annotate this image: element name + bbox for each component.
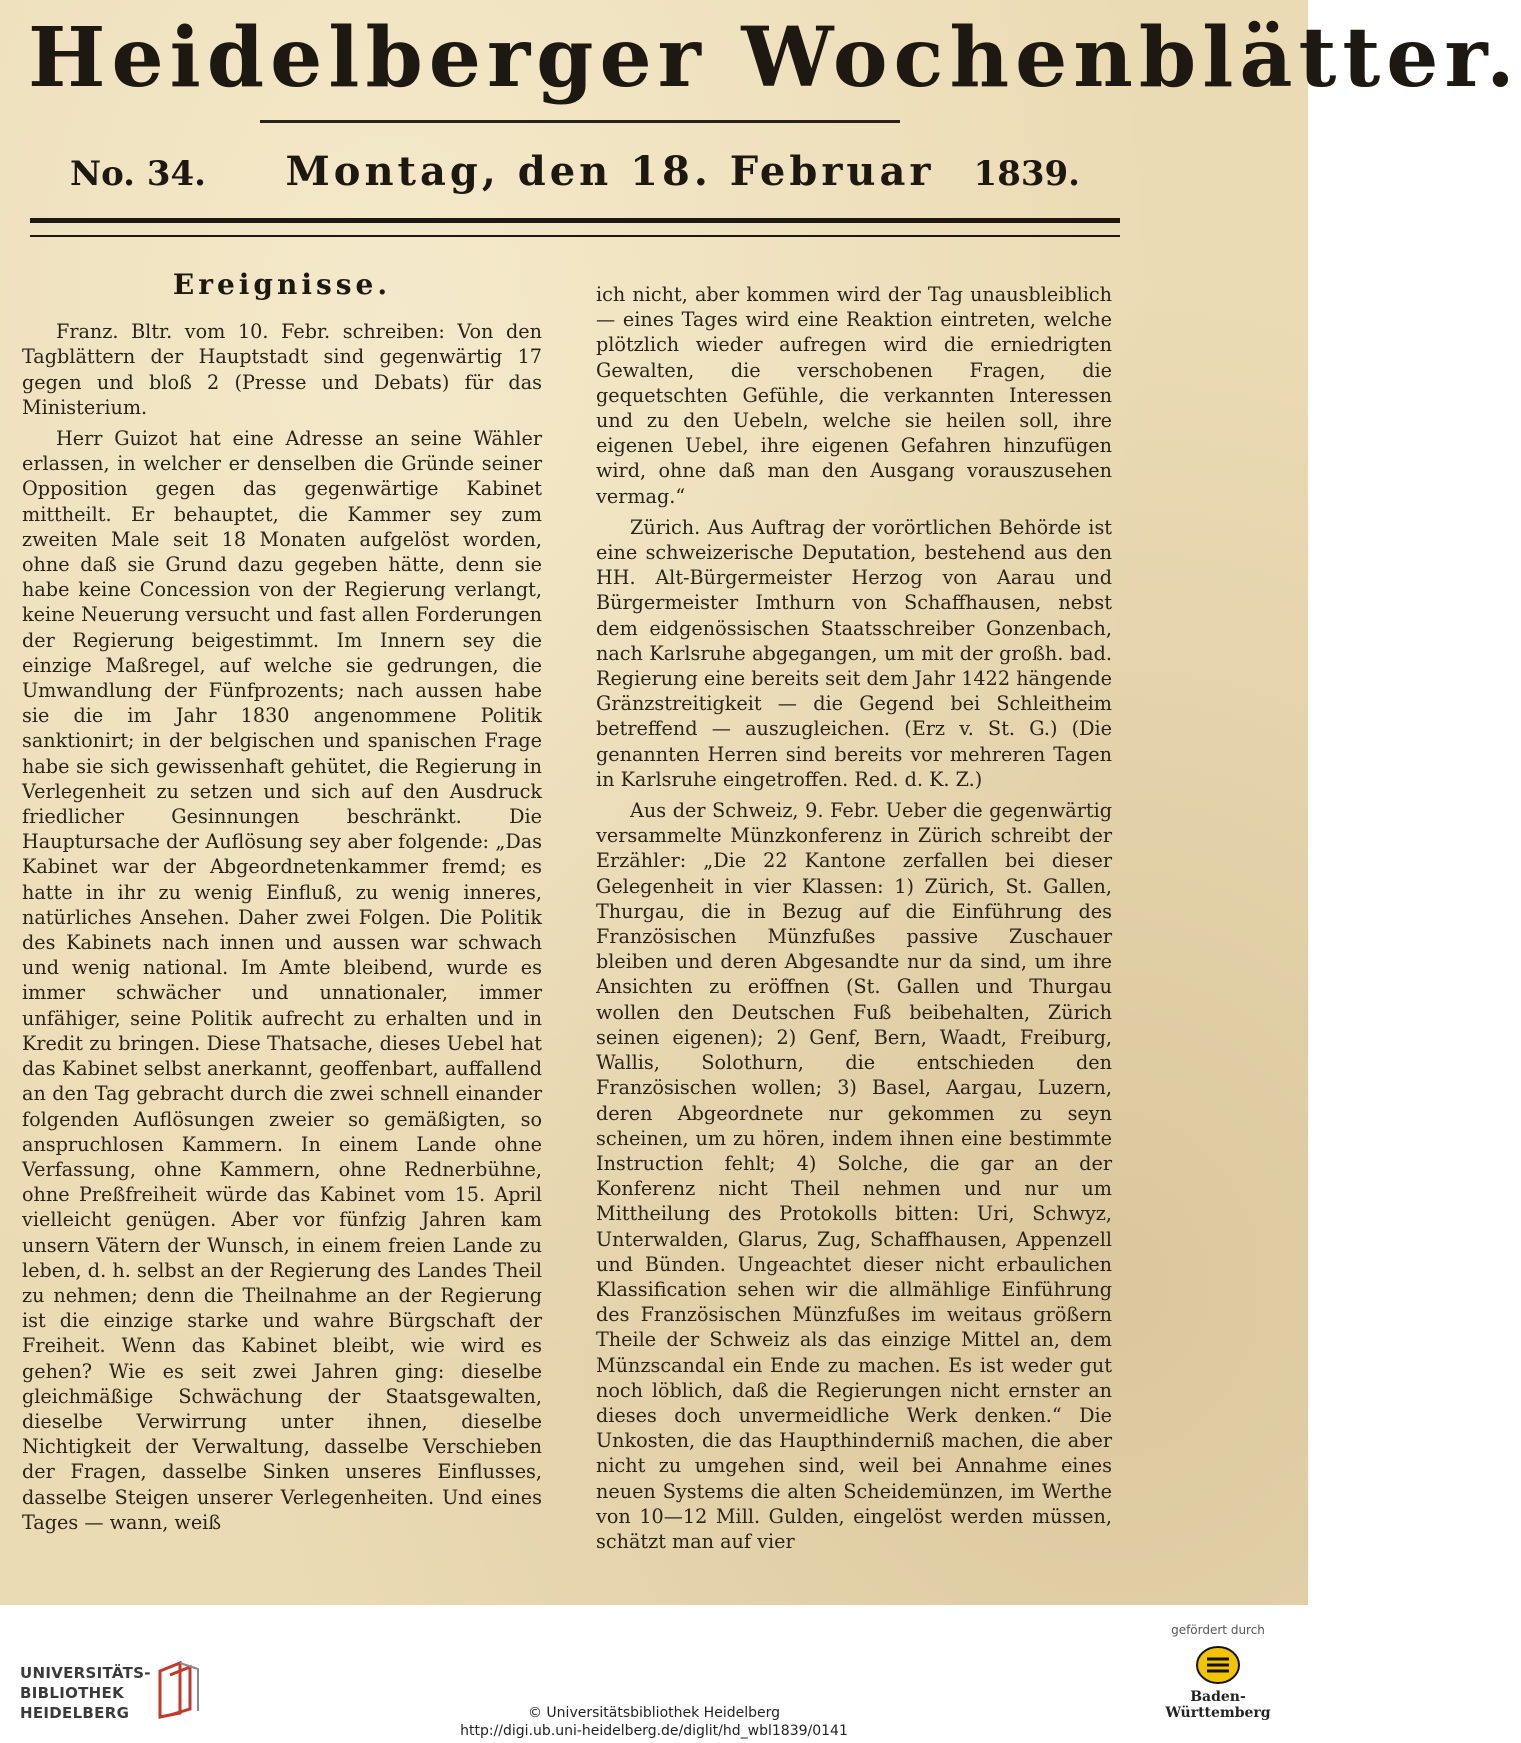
article-paragraph: Franz. Bltr. vom 10. Febr. schreiben: Von den Tagblättern der Hauptstadt sind gegenwärtig 17 gegen und bloß 2 (Presse und Debats) für das Ministerium. — [22, 320, 542, 419]
issue-number: No. 34. — [70, 154, 206, 194]
section-heading: Ereignisse. — [172, 268, 392, 301]
issue-date: Montag, den 18. Februar — [285, 148, 935, 195]
article-paragraph: Herr Guizot hat eine Adresse an seine Wähler erlassen, in welcher er denselben die Gründe seiner Opposition gegen das gegenwärtige Kabinet mittheilt. Er behauptet, die Kammer sey zum zweiten Male seit 18 Monaten aufgelöst worden, ohne daß sie Grund dazu gegeben hätte, denn sie habe keine Concession von der Regierung verlangt, keine Neuerung versucht und fast allen Forderungen der Regierung beigestimmt. Im Innern sey die einzige Maßregel, auf welche sie gedrungen, die Umwandlung der Fünfprozents; nach aussen habe sie die im Jahr 1830 angenommene Politik sanktionirt; in der belgischen und spanischen Frage habe sie sich gewissenhaft gehütet, die Regierung in Verlegenheit zu setzen und sich auf den Ausdruck friedlicher Gesinnungen beschränkt. Die Hauptursache der Auflösung sey aber folgende: „Das Kabinet war der Abgeordnetenkammer fremd; es hatte in ihr zu wenig Einfluß, zu wenig inneres, natürliches Ansehen. Daher zwei Folgen. Die Politik des Kabinets nach innen und aussen war schwach und wenig national. Im Amte bleibend, wurde es immer schwächer und unnationaler, immer unfähiger, seine Politik aufrecht zu erhalten und in Kredit zu bringen. Diese Thatsache, dieses Uebel hat das Kabinet selbst anerkannt, geoffenbart, auffallend an den Tag gebracht durch die zwei schnell einander folgenden Auflösungen zweier so gemäßigten, so anspruchlosen Kammern. In einem Lande ohne Verfassung, ohne Kammern, ohne Rednerbühne, ohne Preßfreiheit würde das Kabinet vom 15. April vielleicht genügen. Aber vor fünfzig Jahren kam unsern Vätern der Wunsch, in einem freien Lande zu leben, d. h. selbst an der Regierung des Landes Theil zu nehmen; denn die Theilnahme an der Regierung ist die einzige starke und wahre Bürgschaft der Freiheit. Wenn das Kabinet bleibt, wie wird es gehen? Wie es seit zwei Jahren ging: dieselbe gleichmäßige Schwächung der Staatsgewalten, dieselbe Verwirrung unter ihnen, dieselbe Nichtigkeit der Verwaltung, dasselbe Verschieben der Fragen, dasselbe Sinken unseres Einflusses, dasselbe Steigen unserer Verlegenheiten. Und eines Tages — wann, weiß — [22, 427, 542, 1534]
issue-line — [60, 148, 1100, 204]
sponsor-label: gefördert durch — [1171, 1623, 1265, 1637]
coat-of-arms-icon — [1195, 1645, 1241, 1685]
issue-year: 1839. — [973, 154, 1080, 194]
sponsor-block — [1148, 1623, 1288, 1721]
article-paragraph: Zürich. Aus Auftrag der vorörtlichen Behörde ist eine schweizerische Deputation, bestehend aus den HH. Alt-Bürgermeister Herzog von Aarau und Bürgermeister Imthurn von Schaffhausen, nebst dem eidgenössischen Staatsschreiber Gonzenbach, nach Karlsruhe abgegangen, um mit der großh. bad. Regierung eine bereits seit dem Jahr 1422 hängende Gränzstreitigkeit — die Gegend bei Schleitheim betreffend — auszugleichen. (Erz v. St. G.) (Die genannten Herren sind bereits vor mehreren Tagen in Karlsruhe eingetroffen. Red. d. K. Z.) — [596, 515, 1112, 791]
sponsor-name: Baden-Württemberg — [1165, 1689, 1271, 1721]
permalink-url[interactable]: http://digi.ub.uni-heidelberg.de/diglit/hd_wbl1839/0141 — [460, 1723, 848, 1739]
right-column — [596, 282, 1112, 1554]
masthead-title: Heidelberger Wochenblätter. — [28, 10, 1521, 106]
copyright-notice: © Universitätsbibliothek Heidelberg — [527, 1705, 780, 1721]
left-column — [22, 262, 542, 1535]
masthead-rule — [260, 120, 900, 123]
article-paragraph: Aus der Schweiz, 9. Febr. Ueber die gegenwärtig versammelte Münzkonferenz in Zürich schreibt der Erzähler: „Die 22 Kantone zerfallen bei dieser Gelegenheit in vier Klassen: 1) Zürich, St. Gallen, Thurgau, die in Bezug auf die Einführung des Französischen Münzfußes passive Zuschauer bleiben und deren Abgesandte nur da sind, um ihre Ansichten zu eröffnen (St. Gallen und Thurgau wollen den Deutschen Fuß beibehalten, Zürich seinen eigenen); 2) Genf, Bern, Waadt, Freiburg, Wallis, Solothurn, die entschieden den Französischen wollen; 3) Basel, Aargau, Luzern, deren Abgeordnete nur gekommen zu seyn scheinen, um zu hören, indem ihnen eine bestimmte Instruction fehlt; 4) Solche, die gar an der Konferenz nicht Theil nehmen und nur um Mittheilung des Protokolls bitten: Uri, Schwyz, Unterwalden, Glarus, Zug, Schaffhausen, Appenzell und Bünden. Ungeachtet dieser nicht erbaulichen Klassification sehen wir die allmählige Einführung des Französischen Münzfußes im weitaus größern Theile der Schweiz als das einzige Mittel an, dem Münzscandal ein Ende zu machen. Es ist weder gut noch löblich, daß die Regierungen nicht ernster an dieses doch unvermeidliche Werk denken.“ Die Unkosten, die das Haupthinderniß machen, die aber nicht zu umgehen sind, weil bei Annahme eines neuen Systems die alten Scheidemünzen, im Werthe von 10—12 Mill. Gulden, eingelöst werden müssen, schätzt man auf vier — [596, 799, 1112, 1553]
article-paragraph: ich nicht, aber kommen wird der Tag unausbleiblich — eines Tages wird eine Reaktion eintreten, welche plötzlich wieder aufregen wird die erniedrigten Gewalten, die verschobenen Fragen, die gequetschten Gefühle, die verkannten Interessen und zu den Uebeln, welche sie heilen soll, ihre eigenen Uebel, ihre eigenen Gefahren hinzufügen wird, ohne daß man den Ausgang vorauszusehen vermag.“ — [596, 283, 1112, 508]
library-name: UNIVERSITÄTS- BIBLIOTHEK HEIDELBERG — [20, 1664, 151, 1722]
viewer-footer — [0, 1605, 1308, 1743]
header-double-rule — [30, 218, 1120, 237]
